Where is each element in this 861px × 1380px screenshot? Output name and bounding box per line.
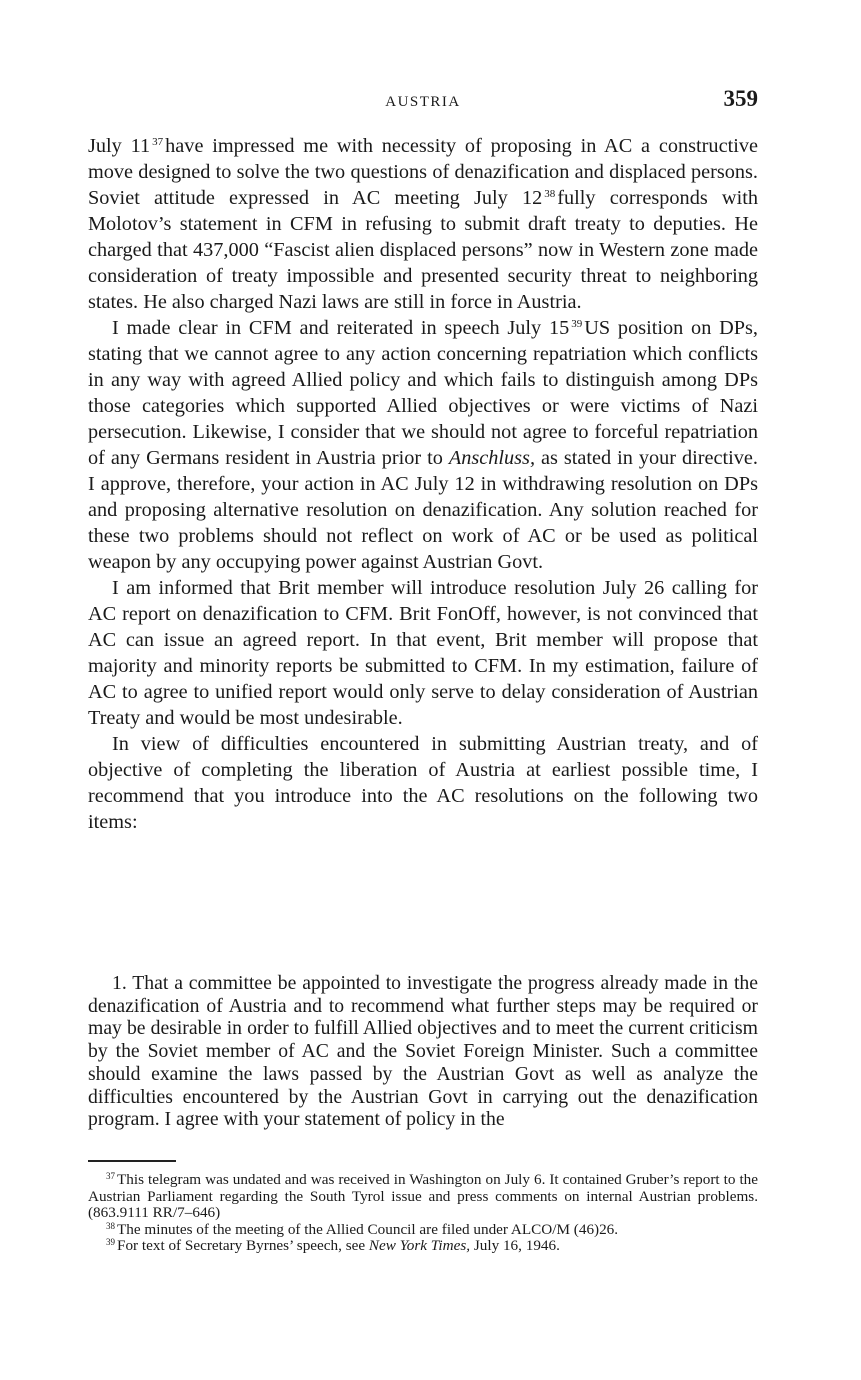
paragraph-2-text-c: as stated in your directive. I approve, therefore, your action in AC July 12 in withdrawing resolution on DPs and proposing alternative resolution on denazification. Any solution reached for these two problems should not reflect on work of AC or be used as political weapon by any occupying power against Austrian Govt. <box>88 447 758 573</box>
paragraph-1-text-c: fully corresponds with Molotov’s statement in CFM in refusing to submit draft treaty to deputies. He charged that 437,000 “Fascist alien displaced persons” now in Western zone made consideration of treaty impossible and presented security threat to neighboring states. He also charged Nazi laws are still in force in Austria. <box>88 187 758 313</box>
footnote-38-mark: 38 <box>106 1220 115 1231</box>
footnote-39-text-b: July 16, 1946. <box>473 1237 560 1254</box>
quoted-item-block <box>88 972 758 1131</box>
footnote-39-text-a: For text of Secretary Byrnes’ speech, see <box>117 1237 366 1254</box>
paragraph-2-text-a: I made clear in CFM and reiterated in speech July 15 <box>112 317 570 339</box>
footnote-ref-39: 39 <box>571 318 583 330</box>
footnote-ref-38: 38 <box>544 188 556 200</box>
footnote-37 <box>88 1172 758 1222</box>
paragraph-3: I am informed that Brit member will introduce resolution July 26 calling for AC report on denazification to CFM. Brit FonOff, however, is not convinced that AC can issue an agreed report. In that event, Brit member will propose that majority and minority reports be submitted to CFM. In my estimation, failure of AC to agree to unified report would only serve to delay consideration of Austrian Treaty and would be most undesirable. <box>88 577 758 729</box>
new-york-times-italic: New York Times, <box>368 1237 471 1254</box>
footnote-divider <box>88 1160 176 1162</box>
footnote-38-text: The minutes of the meeting of the Allied Council are filed under ALCO/M (46)26. <box>117 1220 619 1238</box>
paragraph-2 <box>88 315 758 575</box>
paragraph-1-text-a: July 11 <box>88 135 151 157</box>
footnotes <box>88 1172 758 1255</box>
footnote-38 <box>88 1222 758 1239</box>
footnote-37-text: This telegram was undated and was received in Washington on July 6. It contained Gruber’s report to the Austrian Parliament regarding the South Tyrol issue and press comments on internal Austrian problems. (863.9111 RR/7–646) <box>88 1171 758 1221</box>
quoted-item-1: 1. That a committee be appointed to investigate the progress already made in the denazification of Austria and to recommend what further steps may be required or may be desirable in order to fulfill Allied objectives and to meet the current criticism by the Soviet member of AC and the Soviet Foreign Minister. Such a committee should examine the laws passed by the Austrian Govt as well as analyze the difficulties encountered by the Austrian Govt in carrying out the denazification program. I agree with your statement of policy in the <box>88 972 758 1131</box>
anschluss-italic: Anschluss, <box>448 447 536 469</box>
page-header <box>88 86 758 118</box>
page-number: 359 <box>723 86 758 111</box>
paragraph-4: In view of difficulties encountered in submitting Austrian treaty, and of objective of completing the liberation of Austria at earliest possible time, I recommend that you introduce into the AC resolutions on the following two items: <box>88 733 758 833</box>
paragraph-1 <box>88 133 758 315</box>
body-text <box>88 133 758 835</box>
footnote-39-mark: 39 <box>106 1237 115 1247</box>
running-head: AUSTRIA <box>385 94 461 110</box>
footnote-37-mark: 37 <box>106 1171 115 1181</box>
footnote-ref-37: 37 <box>152 136 164 148</box>
paragraph-2-text-b: US position on DPs, stating that we cannot agree to any action concerning repatriation which conflicts in any way with agreed Allied policy and which fails to distinguish among DPs those categories which supported Allied objectives or were victims of Nazi persecution. Likewise, I consider that we should not agree to forceful repatriation of any Germans resident in Austria prior to <box>88 317 758 469</box>
paragraph-1-text-b: have impressed me with necessity of proposing in AC a constructive move designed to solve the two questions of denazification and displaced persons. Soviet attitude expressed in AC meeting July 12 <box>88 135 758 209</box>
footnote-39 <box>88 1238 758 1255</box>
